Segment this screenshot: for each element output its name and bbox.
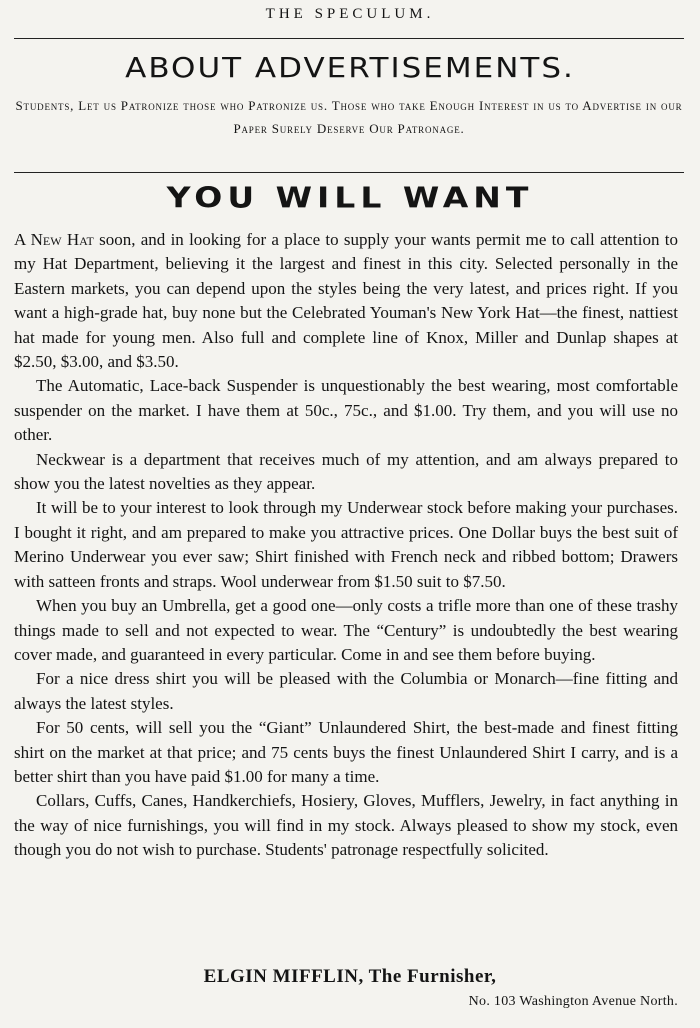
ad-paragraph bbox=[14, 228, 678, 374]
ad-paragraph: Collars, Cuffs, Canes, Handkerchiefs, Hosiery, Gloves, Mufflers, Jewelry, in fact anything in the way of nice furnishings, you will find in my stock. Always pleased to show my stock, even though you do not wish to purchase. Students' patronage respectfully solicited. bbox=[14, 791, 678, 860]
ad-paragraph: Neckwear is a department that receives much of my attention, and am always prepared to show you the latest novelties as they appear. bbox=[14, 449, 678, 494]
ad-paragraph: For a nice dress shirt you will be pleased with the Columbia or Monarch—fine fitting and always the latest styles. bbox=[14, 669, 678, 713]
ad-body bbox=[14, 228, 678, 863]
top-rule bbox=[14, 38, 684, 39]
advertiser-address: No. 103 Washington Avenue North. bbox=[468, 994, 678, 1009]
lead-in-caps: A New Hat bbox=[14, 230, 94, 249]
ad-paragraph: When you buy an Umbrella, get a good one—only costs a trifle more than one of these trashy things made to sell and not expected to wear. The “Century” is undoubtedly the best wearing cover made, and guaranteed in every particular. Come in and see them before buying. bbox=[14, 596, 678, 664]
notice-text: Students, Let us Patronize those who Patronize us. Those who take Enough Interest in us to Advertise in our Paper Surely Deserve Our Patronage. bbox=[15, 98, 683, 136]
advertiser-signature: ELGIN MIFFLIN, The Furnisher, bbox=[203, 966, 497, 987]
ad-paragraph: It will be to your interest to look through my Underwear stock before making your purchases. I bought it right, and am prepared to make you attractive prices. One Dollar buys the best suit of Merino Underwear you ever saw; Shirt finished with French neck and ribbed bottom; Drawers with satteen fronts and straps. Wool underwear from $1.50 suit to $7.50. bbox=[14, 498, 678, 591]
ad-paragraph-text: soon, and in looking for a place to supply your wants permit me to call attention to my Hat Department, believing it the largest and finest in this city. Selected personally in the Eastern markets, you can depend upon the styles being the very latest, and prices right. If you want a high-grade hat, buy none but the Celebrated Youman's New York Hat—the finest, nattiest hat made for young men. Also full and complete line of Knox, Miller and Dunlap shapes at $2.50, $3.00, and $3.50. bbox=[14, 230, 678, 372]
section-title: ABOUT ADVERTISEMENTS. bbox=[125, 51, 575, 85]
ad-paragraph: The Automatic, Lace-back Suspender is unquestionably the best wearing, most comfortable suspender on the market. I have them at 50c., 75c., and $1.00. Try them, and you will use no other. bbox=[14, 376, 678, 445]
running-head: THE SPECULUM. bbox=[265, 6, 435, 22]
ad-paragraph: For 50 cents, will sell you the “Giant” Unlaundered Shirt, the best-made and finest fitting shirt on the market at that price; and 75 cents buys the finest Unlaundered Shirt I carry, and is a better shirt than you have paid $1.00 for many a time. bbox=[14, 718, 678, 786]
divider-rule bbox=[14, 172, 684, 173]
ad-headline: YOU WILL WANT bbox=[166, 180, 534, 215]
